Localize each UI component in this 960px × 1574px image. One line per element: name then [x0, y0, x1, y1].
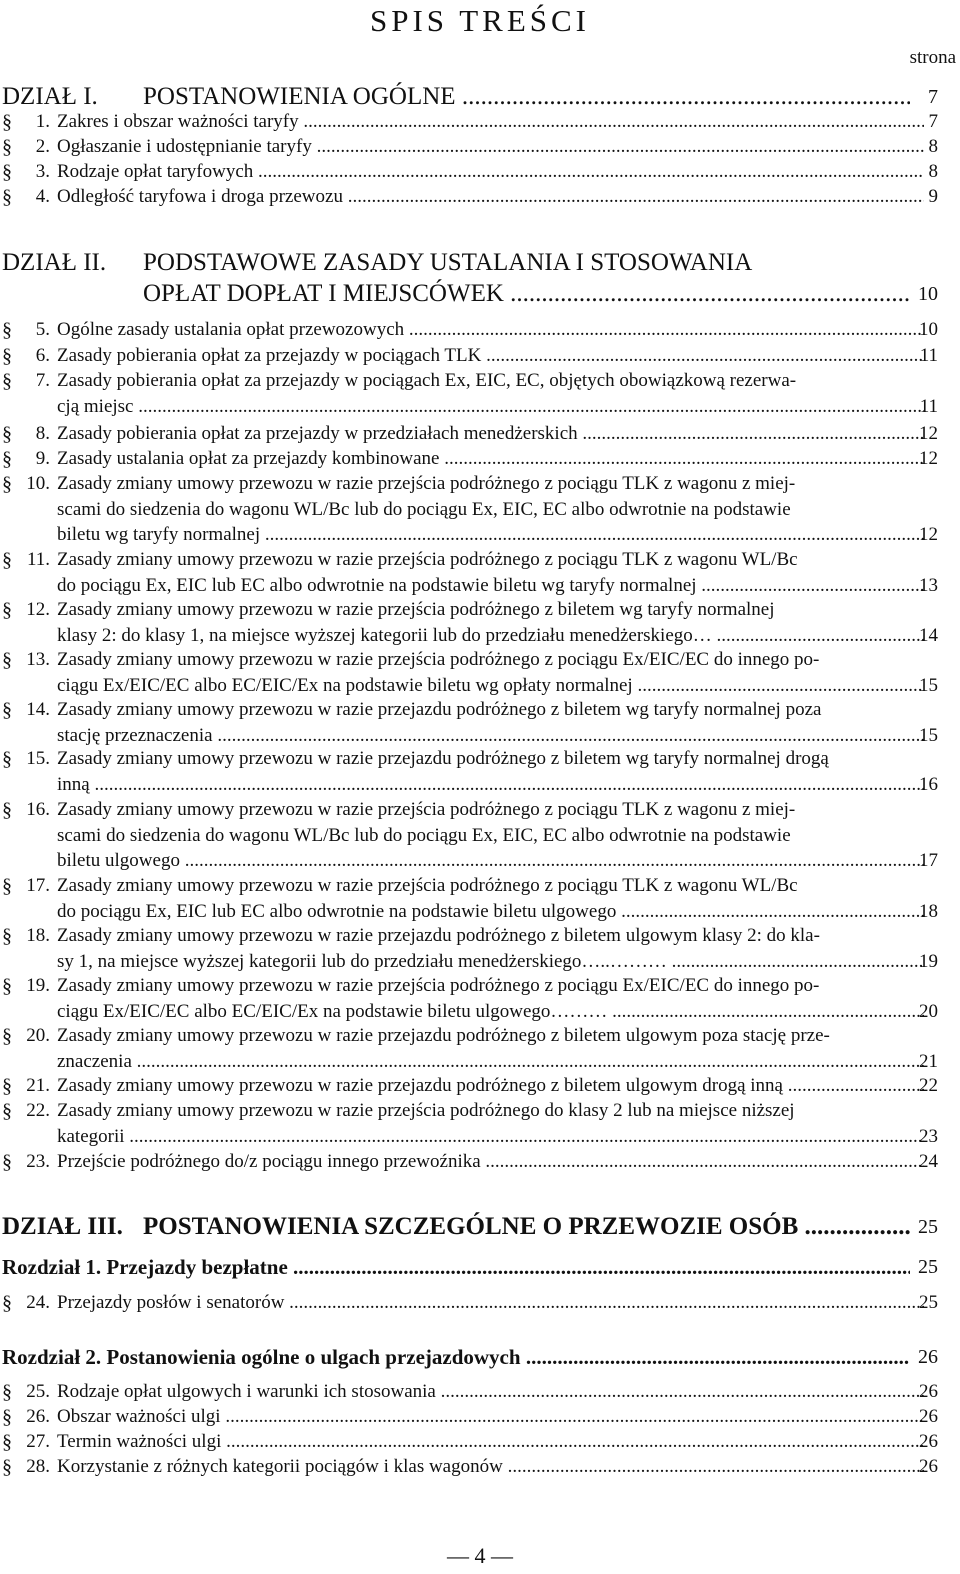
page-number: 11	[919, 395, 938, 417]
toc-entry-continuation	[0, 824, 960, 848]
toc-entry	[0, 747, 960, 771]
entry-text: Przejście podróżnego do/z pociągu innego przewoźnika .....	[57, 1150, 924, 1174]
entry-number: 22.	[26, 1100, 50, 1121]
toc-entry	[0, 422, 960, 446]
dzial-title-line: PODSTAWOWE ZASADY USTALANIA I STOSOWANIA	[143, 249, 753, 276]
page-number: 18	[919, 900, 938, 922]
toc-entry	[0, 369, 960, 393]
toc-entry	[0, 344, 960, 368]
section-sign: §	[2, 345, 12, 367]
page-number: 8	[928, 136, 938, 157]
page-number: 7	[928, 86, 938, 108]
page-number: 25	[919, 1292, 938, 1313]
entry-text: Zasady zmiany umowy przewozu w razie przejazdu podróżnego z biletem ulgowym poza stację prze-	[57, 1025, 830, 1046]
entry-text: do pociągu Ex, EIC lub EC albo odwrotnie na podstawie biletu wg taryfy normalnej .....	[57, 574, 924, 598]
dzial-title: POSTANOWIENIA SZCZEGÓLNE O PRZEWOZIE OSÓB .....	[143, 1212, 910, 1242]
entry-text: Odległość taryfowa i droga przewozu .....	[57, 185, 924, 209]
entry-number: 20.	[26, 1025, 50, 1046]
entry-text: Zasady zmiany umowy przewozu w razie przejścia podróżnego z pociągu TLK z wagonu WL/Bc	[57, 875, 798, 896]
entry-text: scami do siedzenia do wagonu WL/Bc lub do pociągu Ex, EIC, EC albo odwrotnie na podstawie	[57, 824, 791, 846]
page-number: 26	[919, 1406, 938, 1427]
entry-number: 19.	[26, 975, 50, 996]
entry-number: 24.	[26, 1292, 50, 1313]
toc-entry-continuation	[0, 498, 960, 522]
toc-entry-continuation	[0, 674, 960, 698]
page-title: SPIS TREŚCI	[369, 3, 591, 38]
entry-text: Zasady zmiany umowy przewozu w razie przejścia podróżnego z pociągu Ex/EIC/EC do innego po-	[57, 649, 820, 670]
entry-text: sy 1, na miejsce wyższej kategorii lub do przedziału menedżerskiego…..……… .....	[57, 950, 924, 974]
toc-entry	[0, 1099, 960, 1123]
entry-text: inną .....	[57, 773, 924, 797]
page-number: 21	[919, 1050, 938, 1072]
entry-text: Przejazdy posłów i senatorów .....	[57, 1291, 924, 1315]
toc-entry	[0, 874, 960, 898]
dzial-2-heading-cont	[0, 279, 960, 309]
entry-text: ciągu Ex/EIC/EC albo EC/EIC/Ex na podstawie biletu wg opłaty normalnej .....	[57, 674, 924, 698]
dzial-1-heading	[0, 82, 960, 112]
section-sign: §	[2, 549, 12, 571]
page-footer: — 4 —	[447, 1543, 513, 1568]
toc-entry	[0, 1430, 960, 1454]
entry-text: kategorii .....	[57, 1125, 924, 1149]
page-number: 8	[928, 161, 938, 182]
section-sign: §	[2, 699, 12, 721]
entry-number: 26.	[26, 1406, 50, 1427]
toc-entry	[0, 598, 960, 622]
toc-entry	[0, 160, 960, 184]
section-sign: §	[2, 1456, 12, 1478]
section-sign: §	[2, 1381, 12, 1403]
toc-entry-continuation	[0, 773, 960, 797]
page-number: 26	[919, 1431, 938, 1452]
entry-number: 18.	[26, 925, 50, 946]
entry-number: 4.	[35, 186, 50, 207]
entry-text: klasy 2: do klasy 1, na miejsce wyższej kategorii lub do przedziału menedżerskiego… .....	[57, 624, 924, 648]
entry-number: 5.	[35, 319, 50, 340]
dzial-label: DZIAŁ II.	[2, 249, 107, 276]
toc-entry-continuation	[0, 724, 960, 748]
page-number: 9	[928, 186, 938, 207]
toc-entry-continuation	[0, 574, 960, 598]
section-sign: §	[2, 1292, 12, 1314]
entry-number: 11.	[26, 549, 50, 570]
entry-text: Zasady pobierania opłat za przejazdy w pociągach TLK .....	[57, 344, 924, 368]
entry-text: Zakres i obszar ważności taryfy .....	[57, 110, 924, 134]
entry-text: Ogłaszanie i udostępnianie taryfy .....	[57, 135, 924, 159]
page-number: 13	[919, 574, 938, 596]
entry-number: 16.	[26, 799, 50, 820]
entry-number: 25.	[26, 1381, 50, 1402]
section-sign: §	[2, 448, 12, 470]
dzial-2-heading	[0, 248, 960, 278]
entry-number: 3.	[35, 161, 50, 182]
toc-entry	[0, 447, 960, 471]
section-sign: §	[2, 1406, 12, 1428]
entry-number: 1.	[35, 111, 50, 132]
section-sign: §	[2, 111, 12, 133]
rozdzial-2-heading	[0, 1343, 960, 1371]
entry-text: Zasady zmiany umowy przewozu w razie przejazdu podróżnego z biletem wg taryfy normalnej drogą	[57, 748, 829, 769]
page-number: 12	[919, 423, 938, 444]
toc-entry	[0, 318, 960, 342]
section-sign: §	[2, 599, 12, 621]
entry-text: Rodzaje opłat taryfowych .....	[57, 160, 924, 184]
page-number: 16	[919, 773, 938, 795]
dzial-label: DZIAŁ I.	[2, 83, 98, 110]
section-sign: §	[2, 925, 12, 947]
toc-entry-continuation	[0, 900, 960, 924]
toc-entry	[0, 472, 960, 496]
toc-entry	[0, 1455, 960, 1479]
section-sign: §	[2, 186, 12, 208]
section-sign: §	[2, 1151, 12, 1173]
entry-text: Korzystanie z różnych kategorii pociągów i klas wagonów .....	[57, 1455, 924, 1479]
section-sign: §	[2, 799, 12, 821]
section-sign: §	[2, 423, 12, 445]
toc-entry	[0, 548, 960, 572]
rozdzial-1-heading	[0, 1253, 960, 1281]
entry-text: Zasady zmiany umowy przewozu w razie przejścia podróżnego z pociągu Ex/EIC/EC do innego po-	[57, 975, 820, 996]
entry-text: Zasady zmiany umowy przewozu w razie przejazdu podróżnego z biletem ulgowym klasy 2: do kla-	[57, 925, 820, 946]
entry-text: do pociągu Ex, EIC lub EC albo odwrotnie na podstawie biletu ulgowego .....	[57, 900, 924, 924]
page-number: 23	[919, 1125, 938, 1147]
toc-entry	[0, 1380, 960, 1404]
dzial-3-heading	[0, 1212, 960, 1242]
toc-entry	[0, 185, 960, 209]
toc-entry-continuation	[0, 950, 960, 974]
page-number: 10	[918, 283, 938, 305]
toc-entry	[0, 135, 960, 159]
page-number: 25	[918, 1256, 938, 1278]
entry-text: Zasady zmiany umowy przewozu w razie przejazdu podróżnego z biletem ulgowym drogą inną .....	[57, 1074, 924, 1098]
toc-entry	[0, 1024, 960, 1048]
entry-number: 7.	[35, 370, 50, 391]
section-sign: §	[2, 370, 12, 392]
entry-text: biletu ulgowego .....	[57, 849, 924, 873]
page-number: 19	[919, 950, 938, 972]
toc-entry	[0, 798, 960, 822]
entry-text: Zasady pobierania opłat za przejazdy w pociągach Ex, EIC, EC, objętych obowiązkową rezerwa-	[57, 370, 797, 391]
entry-number: 6.	[35, 345, 50, 366]
rozdzial-title: Rozdział 1. Przejazdy bezpłatne .....	[2, 1253, 910, 1281]
entry-number: 28.	[26, 1456, 50, 1477]
dzial-label: DZIAŁ III.	[2, 1213, 123, 1240]
page-number: 10	[919, 319, 938, 340]
entry-number: 10.	[26, 473, 50, 494]
toc-entry	[0, 648, 960, 672]
entry-number: 12.	[26, 599, 50, 620]
section-sign: §	[2, 1075, 12, 1097]
entry-number: 21.	[26, 1075, 50, 1096]
entry-text: Ogólne zasady ustalania opłat przewozowych .....	[57, 318, 924, 342]
page-number: 26	[918, 1346, 938, 1368]
entry-text: Zasady zmiany umowy przewozu w razie przejazdu podróżnego z biletem wg taryfy normalnej poza	[57, 699, 822, 720]
section-sign: §	[2, 649, 12, 671]
toc-entry	[0, 1291, 960, 1315]
entry-text: cją miejsc .....	[57, 395, 924, 419]
section-sign: §	[2, 1100, 12, 1122]
entry-number: 27.	[26, 1431, 50, 1452]
toc-entry-continuation	[0, 523, 960, 547]
section-sign: §	[2, 319, 12, 341]
page-number: 26	[919, 1456, 938, 1477]
page-number: 25	[918, 1216, 938, 1238]
page-number: 11	[919, 345, 938, 366]
section-sign: §	[2, 1431, 12, 1453]
toc-entry	[0, 1405, 960, 1429]
section-sign: §	[2, 136, 12, 158]
toc-entry-continuation	[0, 1000, 960, 1024]
entry-number: 17.	[26, 875, 50, 896]
page-column-header: strona	[909, 47, 956, 68]
entry-number: 13.	[26, 649, 50, 670]
page-number: 20	[919, 1000, 938, 1022]
toc-entry	[0, 110, 960, 134]
entry-number: 2.	[35, 136, 50, 157]
section-sign: §	[2, 1025, 12, 1047]
toc-entry-continuation	[0, 624, 960, 648]
page-number: 24	[919, 1151, 938, 1172]
entry-number: 15.	[26, 748, 50, 769]
section-sign: §	[2, 161, 12, 183]
entry-text: ciągu Ex/EIC/EC albo EC/EIC/Ex na podstawie biletu ulgowego……… .....	[57, 1000, 924, 1024]
page-number: 17	[919, 850, 938, 871]
page-number: 15	[919, 724, 938, 746]
dzial-title: POSTANOWIENIA OGÓLNE .....	[143, 82, 910, 112]
section-sign: §	[2, 473, 12, 495]
entry-number: 9.	[35, 448, 50, 469]
entry-text: Zasady zmiany umowy przewozu w razie przejścia podróżnego z pociągu TLK z wagonu WL/Bc	[57, 549, 798, 570]
toc-entry	[0, 1150, 960, 1174]
entry-text: Zasady ustalania opłat za przejazdy kombinowane .....	[57, 447, 924, 471]
entry-text: Zasady zmiany umowy przewozu w razie przejścia podróżnego z pociągu TLK z wagonu z miej-	[57, 799, 796, 820]
entry-text: Obszar ważności ulgi .....	[57, 1405, 924, 1429]
rozdzial-title: Rozdział 2. Postanowienia ogólne o ulgach przejazdowych .....	[2, 1343, 910, 1371]
toc-entry-continuation	[0, 849, 960, 873]
page-number: 22	[919, 1075, 938, 1096]
toc-entry	[0, 924, 960, 948]
toc-entry-continuation	[0, 1125, 960, 1149]
page-number: 14	[919, 624, 938, 646]
entry-number: 23.	[26, 1151, 50, 1172]
page-number: 26	[919, 1381, 938, 1402]
dzial-title-line: OPŁAT DOPŁAT I MIEJSCÓWEK .....	[143, 279, 910, 309]
entry-text: biletu wg taryfy normalnej .....	[57, 523, 924, 547]
toc-entry	[0, 1074, 960, 1098]
entry-text: stację przeznaczenia .....	[57, 724, 924, 748]
toc-entry-continuation	[0, 1050, 960, 1074]
entry-text: Zasady zmiany umowy przewozu w razie przejścia podróżnego z pociągu TLK z wagonu z miej-	[57, 473, 796, 494]
toc-entry	[0, 974, 960, 998]
toc-entry-continuation	[0, 395, 960, 419]
page-number: 12	[919, 524, 938, 545]
section-sign: §	[2, 748, 12, 770]
entry-text: Zasady zmiany umowy przewozu w razie przejścia podróżnego do klasy 2 lub na miejsce niższej	[57, 1100, 795, 1121]
entry-number: 8.	[35, 423, 50, 444]
entry-text: Rodzaje opłat ulgowych i warunki ich stosowania .....	[57, 1380, 924, 1404]
entry-text: scami do siedzenia do wagonu WL/Bc lub do pociągu Ex, EIC, EC albo odwrotnie na podstawie	[57, 498, 791, 520]
page-number: 12	[919, 448, 938, 469]
entry-text: Zasady zmiany umowy przewozu w razie przejścia podróżnego z biletem wg taryfy normalnej	[57, 599, 775, 620]
section-sign: §	[2, 975, 12, 997]
entry-text: Termin ważności ulgi .....	[57, 1430, 924, 1454]
entry-text: znaczenia .....	[57, 1050, 924, 1074]
entry-text: Zasady pobierania opłat za przejazdy w przedziałach menedżerskich .....	[57, 422, 924, 446]
section-sign: §	[2, 875, 12, 897]
page-number: 15	[919, 674, 938, 696]
entry-number: 14.	[26, 699, 50, 720]
toc-entry	[0, 698, 960, 722]
page-number: 7	[928, 111, 938, 132]
